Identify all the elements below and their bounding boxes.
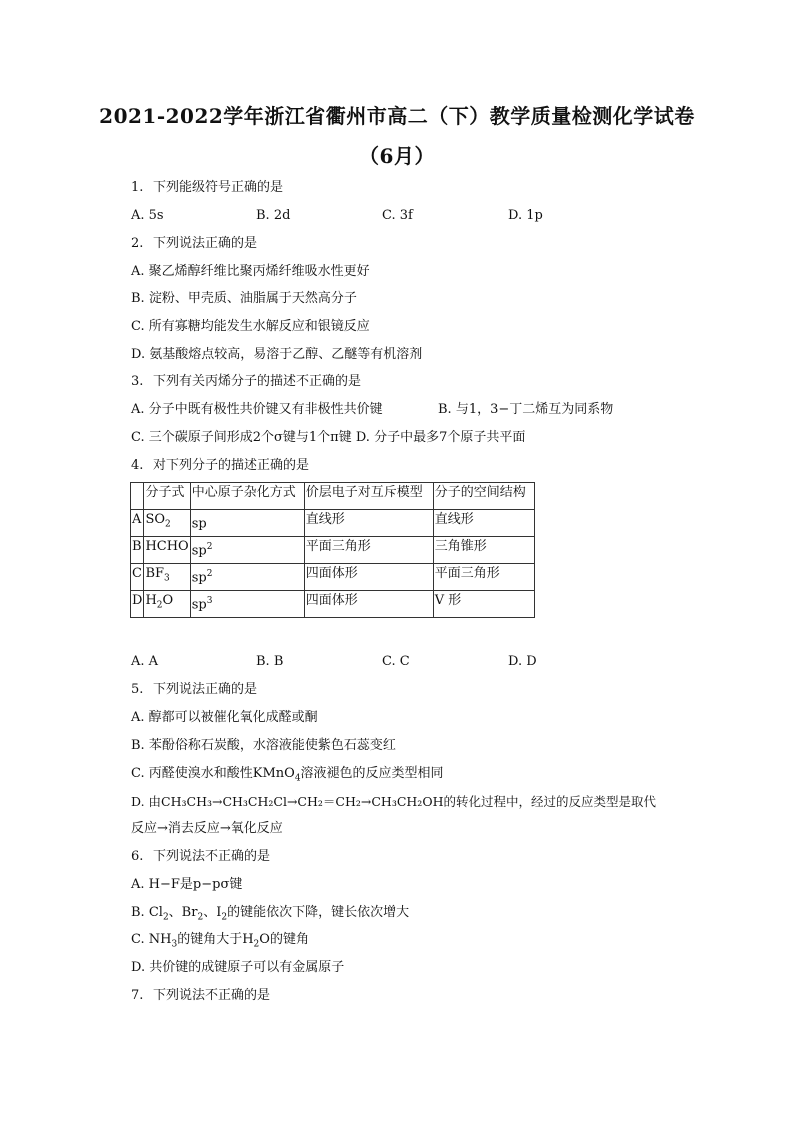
table-header-cell <box>131 483 144 510</box>
question-stem: 下列能级符号正确的是 <box>153 180 284 195</box>
shape-cell: 平面三角形 <box>433 564 534 591</box>
q3-option-b: B. 与1，3−丁二烯互为同系物 <box>438 402 614 417</box>
question-4 <box>131 457 309 475</box>
q2-option-b: B. 淀粉、甲壳质、油脂属于天然高分子 <box>131 291 357 306</box>
vsepr-cell: 四面体形 <box>304 564 433 591</box>
question-5 <box>131 681 257 699</box>
shape-cell: 三角锥形 <box>433 537 534 564</box>
q4-option-a: A. A <box>131 654 159 669</box>
hybridization-cell: $sp^2$ <box>190 537 304 564</box>
question-1 <box>131 179 283 197</box>
question-7 <box>131 987 270 1005</box>
table-row <box>131 591 535 618</box>
formula-cell: $H_2O$ <box>144 591 190 618</box>
q1-option-d: D. 1p <box>508 208 543 223</box>
question-number: 4. <box>131 458 144 473</box>
row-label: D <box>131 591 144 618</box>
question-number: 1. <box>131 180 144 195</box>
q5-option-d: D. 由CH₃CH₃→CH₃CH₂Cl→CH₂＝CH₂→CH₃CH₂OH的转化过程中，经过的反应类型是取代 <box>131 794 656 809</box>
exam-title-date: （6月） <box>359 144 435 168</box>
exam-title: 2021-2022学年浙江省衢州市高二（下）教学质量检测化学试卷 <box>99 104 695 128</box>
row-label: C <box>131 564 144 591</box>
q5-option-b: B. 苯酚俗称石炭酸，水溶液能使紫色石蕊变红 <box>131 738 396 753</box>
molecule-table <box>130 482 535 618</box>
q3-options-cd: C. 三个碳原子间形成2个σ键与1个π键 D. 分子中最多7个原子共平面 <box>131 430 526 445</box>
row-label: A <box>131 510 144 537</box>
table-header-cell: 中心原子杂化方式 <box>190 483 304 510</box>
vsepr-cell: 直线形 <box>304 510 433 537</box>
table-row <box>131 537 535 564</box>
row-label: B <box>131 537 144 564</box>
vsepr-cell: 四面体形 <box>304 591 433 618</box>
table-header-cell: 分子式 <box>144 483 190 510</box>
q4-option-d: D. D <box>508 654 537 669</box>
q6-option-a: A. H−F是p−pσ键 <box>131 877 243 892</box>
question-2 <box>131 235 257 253</box>
question-number: 2. <box>131 236 144 251</box>
q6-option-b: B. $Cl_2$、$Br_2$、$I_2$的键能依次下降，键长依次增大 <box>131 905 410 923</box>
table-header-cell: 价层电子对互斥模型 <box>304 483 433 510</box>
q4-option-c: C. C <box>382 654 410 669</box>
q6-option-c: C. $NH_3$的键角大于$H_2O$的键角 <box>131 932 309 950</box>
hybridization-cell: sp <box>190 510 304 537</box>
question-number: 3. <box>131 374 144 389</box>
q1-option-b: B. 2d <box>256 208 291 223</box>
formula-cell: $BF_3$ <box>144 564 190 591</box>
q2-option-a: A. 聚乙烯醇纤维比聚丙烯纤维吸水性更好 <box>131 264 370 279</box>
question-3 <box>131 373 361 391</box>
table-header-row <box>131 483 535 510</box>
q5-option-a: A. 醇都可以被催化氧化成醛或酮 <box>131 710 318 725</box>
question-number: 7. <box>131 988 144 1003</box>
question-6 <box>131 848 270 866</box>
table-row <box>131 564 535 591</box>
q1-option-a: A. 5s <box>131 208 164 223</box>
question-stem: 下列说法不正确的是 <box>153 988 271 1003</box>
shape-cell: V 形 <box>433 591 534 618</box>
q5-option-d-continued: 反应→消去反应→氧化反应 <box>131 821 283 836</box>
question-stem: 下列有关丙烯分子的描述不正确的是 <box>153 374 362 389</box>
question-stem: 下列说法正确的是 <box>153 682 258 697</box>
q4-option-b: B. B <box>256 654 284 669</box>
question-stem: 对下列分子的描述正确的是 <box>153 458 310 473</box>
question-stem: 下列说法正确的是 <box>153 236 258 251</box>
table-row <box>131 510 535 537</box>
q6-option-d: D. 共价键的成键原子可以有金属原子 <box>131 960 345 975</box>
table-header-cell: 分子的空间结构 <box>433 483 534 510</box>
hybridization-cell: $sp^3$ <box>190 591 304 618</box>
q1-option-c: C. 3f <box>382 208 413 223</box>
question-stem: 下列说法不正确的是 <box>153 849 271 864</box>
q2-option-c: C. 所有寡糖均能发生水解反应和银镜反应 <box>131 319 370 334</box>
q3-option-a: A. 分子中既有极性共价键又有非极性共价键 <box>131 402 383 417</box>
formula-cell: HCHO <box>144 537 190 564</box>
question-number: 6. <box>131 849 144 864</box>
q2-option-d: D. 氨基酸熔点较高，易溶于乙醇、乙醚等有机溶剂 <box>131 347 423 362</box>
formula-cell: $SO_2$ <box>144 510 190 537</box>
question-number: 5. <box>131 682 144 697</box>
hybridization-cell: $sp^2$ <box>190 564 304 591</box>
vsepr-cell: 平面三角形 <box>304 537 433 564</box>
shape-cell: 直线形 <box>433 510 534 537</box>
q5-option-c: C. 丙醛使溴水和酸性KMnO$_4$溶液褪色的反应类型相同 <box>131 766 444 784</box>
